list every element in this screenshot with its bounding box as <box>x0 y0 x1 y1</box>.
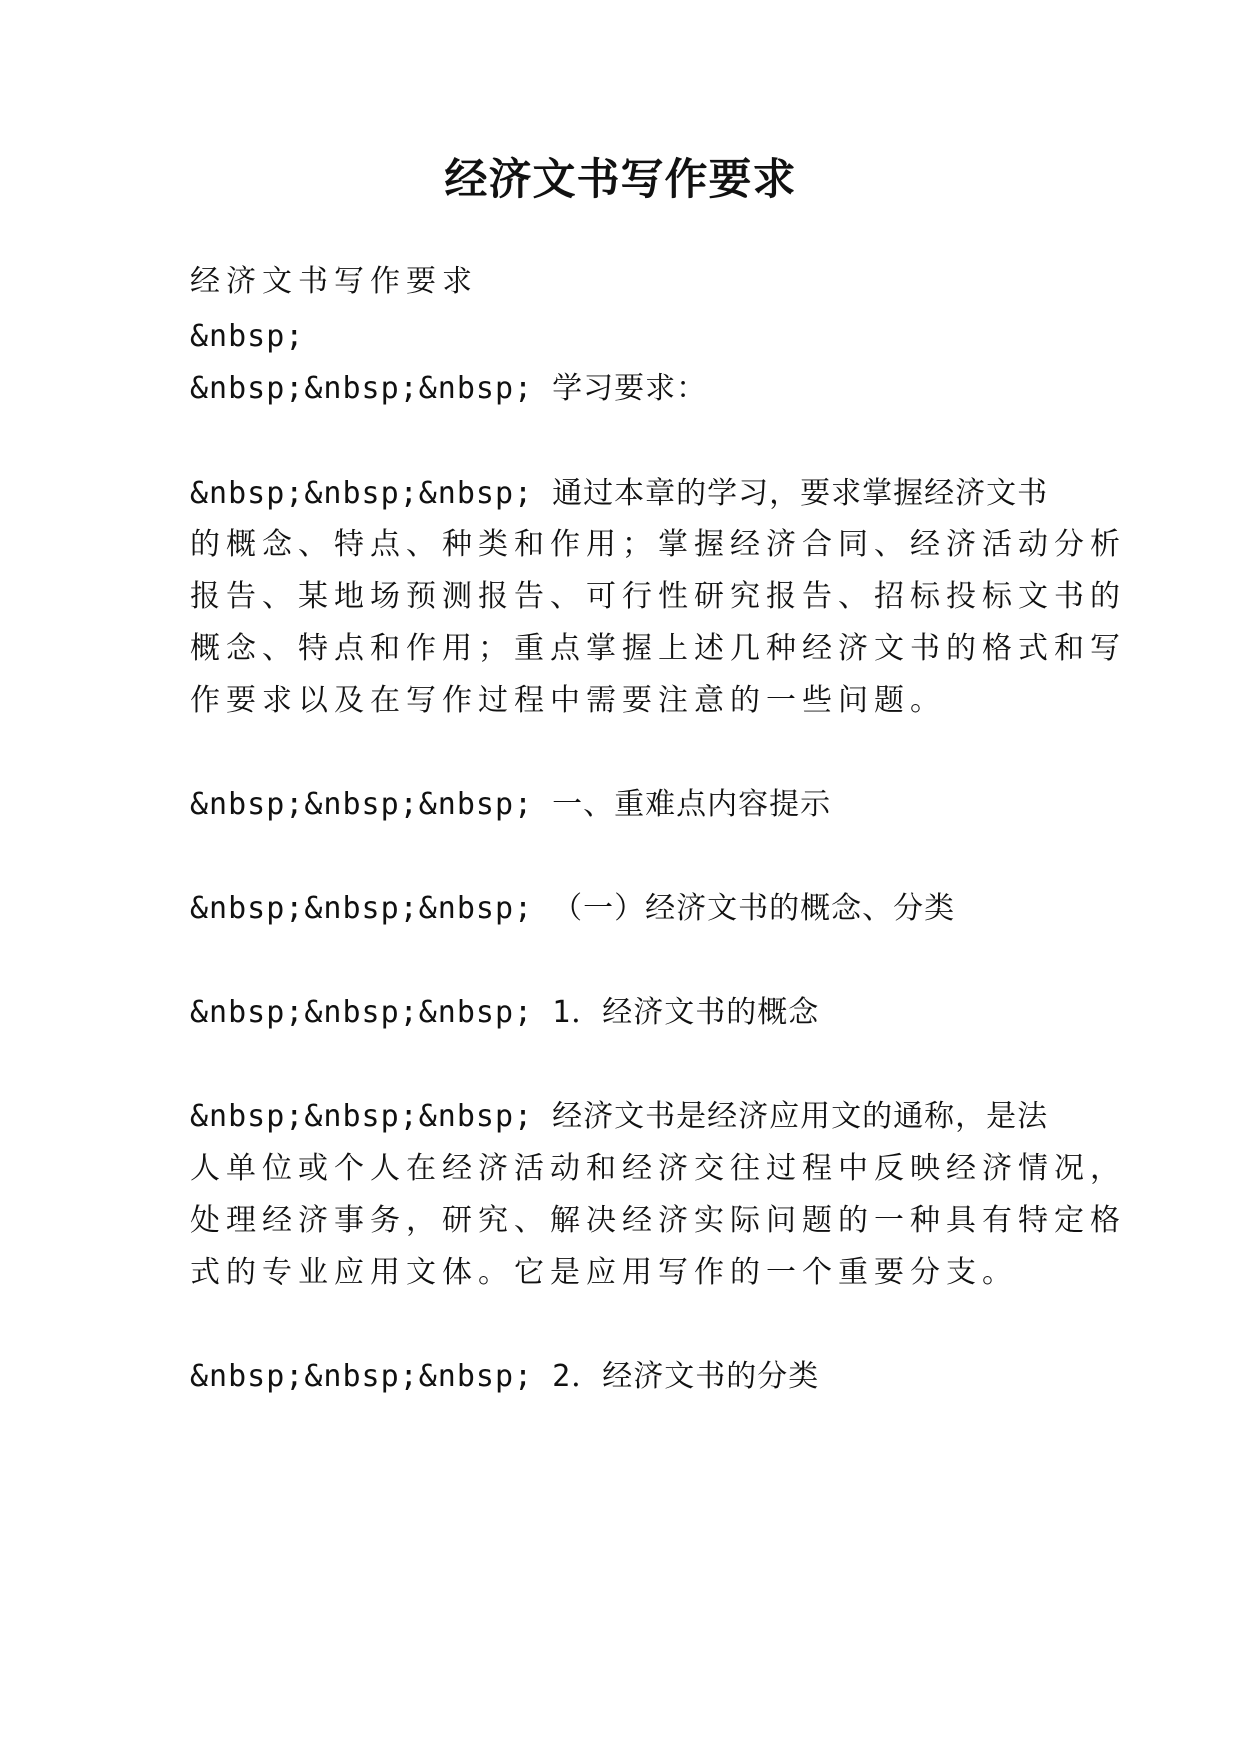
text-line: &nbsp; <box>190 319 305 354</box>
text-line: &nbsp;&nbsp;&nbsp; 通过本章的学习，要求掌握经济文书 <box>190 476 1049 511</box>
subsection-heading: &nbsp;&nbsp;&nbsp; （一）经济文书的概念、分类 <box>190 891 956 926</box>
text-line: 人单位或个人在经济活动和经济交往过程中反映经济情况， <box>190 1151 1126 1186</box>
text-line: 处理经济事务，研究、解决经济实际问题的一种具有特定格 <box>190 1203 1126 1238</box>
document-title: 经济文书写作要求 <box>444 155 797 205</box>
text-line: &nbsp;&nbsp;&nbsp; 经济文书是经济应用文的通称，是法 <box>190 1099 1049 1134</box>
text-line: 的概念、特点、种类和作用；掌握经济合同、经济活动分析 <box>190 527 1126 562</box>
text-line: 式的专业应用文体。它是应用写作的一个重要分支。 <box>190 1255 1018 1290</box>
section-heading: &nbsp;&nbsp;&nbsp; 一、重难点内容提示 <box>190 787 832 822</box>
section-label: &nbsp;&nbsp;&nbsp; 学习要求： <box>190 371 708 406</box>
paragraph-heading: 经济文书写作要求 <box>190 264 478 299</box>
subsection-heading: &nbsp;&nbsp;&nbsp; 2．经济文书的分类 <box>190 1359 820 1394</box>
text-line: 概念、特点和作用；重点掌握上述几种经济文书的格式和写 <box>190 631 1126 666</box>
subsection-heading: &nbsp;&nbsp;&nbsp; 1．经济文书的概念 <box>190 995 820 1030</box>
text-line: 报告、某地场预测报告、可行性研究报告、招标投标文书的 <box>190 579 1126 614</box>
text-line: 作要求以及在写作过程中需要注意的一些问题。 <box>190 683 946 718</box>
